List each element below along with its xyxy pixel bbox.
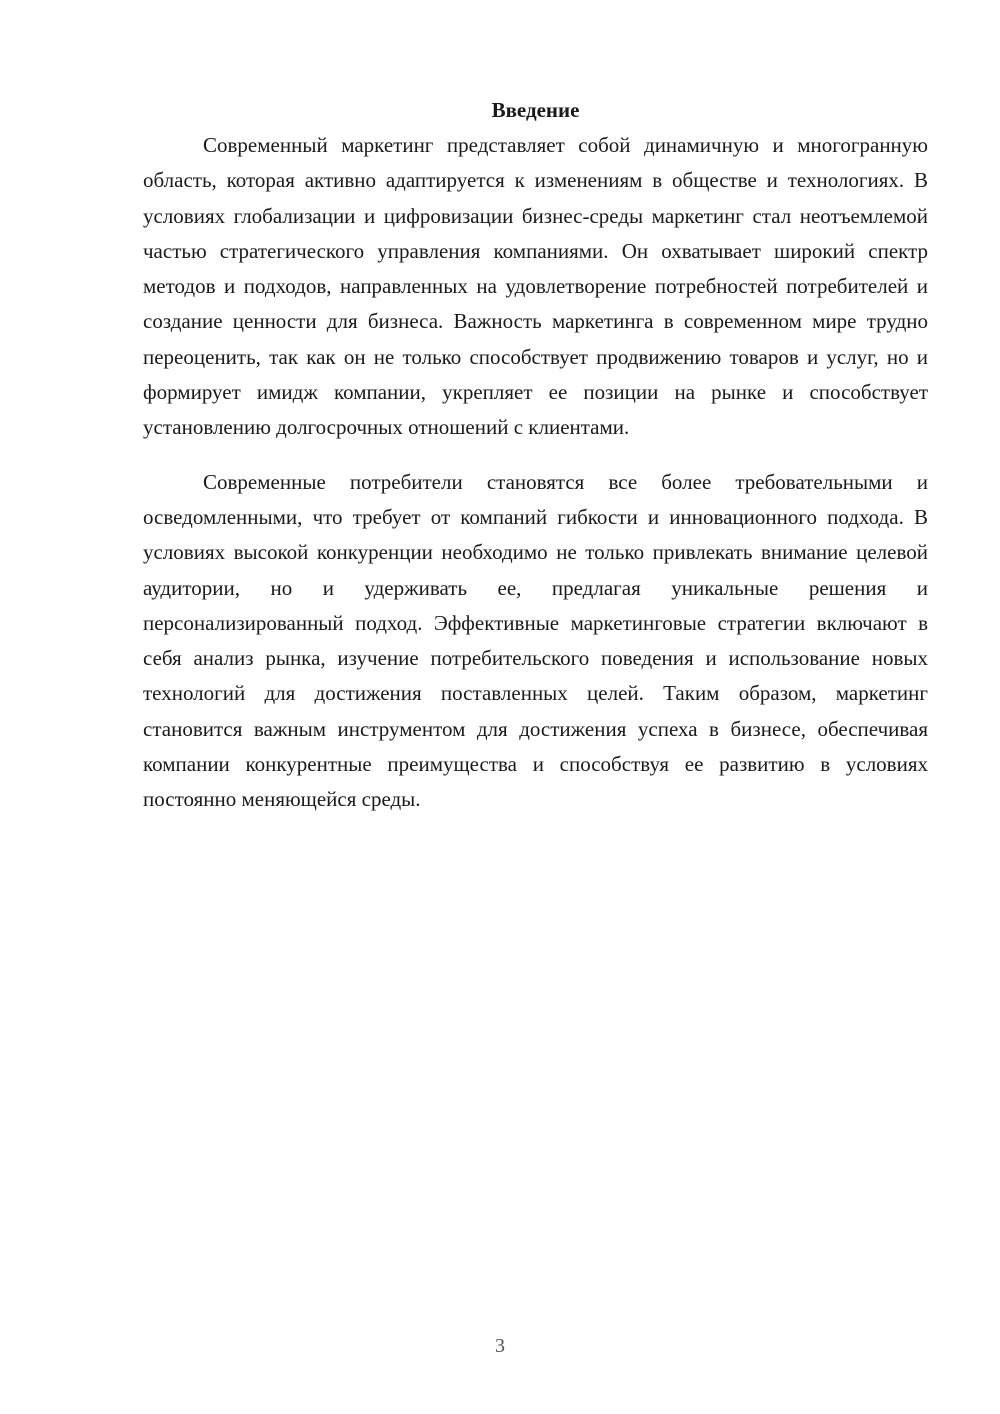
body-paragraph-2: Современные потребители становятся все более требовательными и осведомленными, что требует от компаний гибкости и инновационного подхода. В условиях высокой конкуренции необходимо не только привлекать внимание целевой аудитории, но и удерживать ее, предлагая уникальные решения и персонализированный подход. Эффективные маркетинговые стратегии включают в себя анализ рынка, изучение потребительского поведения и использование новых технологий для достижения поставленных целей. Таким образом, маркетинг становится важным инструментом для достижения успеха в бизнесе, обеспечивая компании конкурентные преимущества и способствуя ее развитию в условиях постоянно меняющейся среды. <box>143 469 928 812</box>
page-number: 3 <box>495 1335 505 1357</box>
page-content <box>143 93 928 818</box>
section-heading: Введение <box>491 98 580 122</box>
body-paragraph-1: Современный маркетинг представляет собой динамичную и многогранную область, которая активно адаптируется к изменениям в обществе и технологиях. В условиях глобализации и цифровизации бизнес-среды маркетинг стал неотъемлемой частью стратегического управления компаниями. Он охватывает широкий спектр методов и подходов, направленных на удовлетворение потребностей потребителей и создание ценности для бизнеса. Важность маркетинга в современном мире трудно переоценить, так как он не только способствует продвижению товаров и услуг, но и формирует имидж компании, укрепляет ее позиции на рынке и способствует установлению долгосрочных отношений с клиентами. <box>143 133 928 440</box>
